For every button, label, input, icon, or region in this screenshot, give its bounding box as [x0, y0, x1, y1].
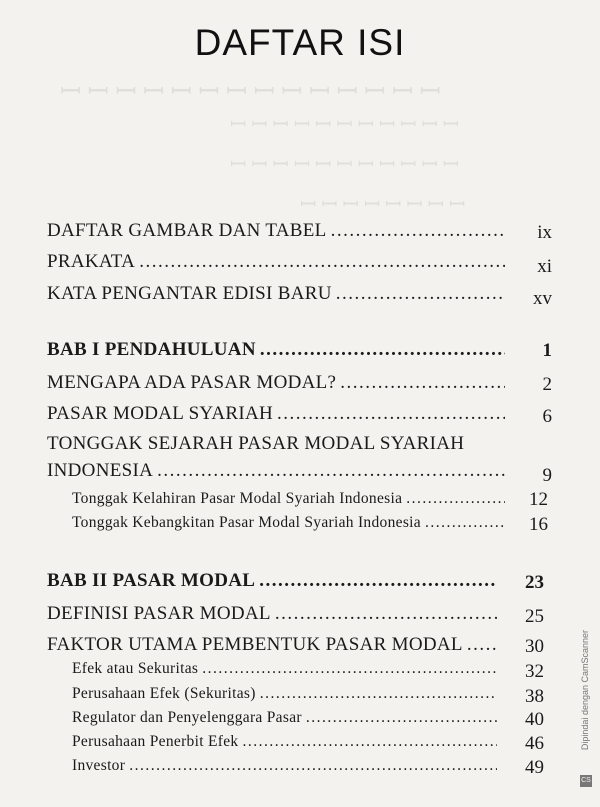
- toc-entry-label: Tonggak Kelahiran Pasar Modal Syariah Indonesia: [72, 490, 403, 507]
- leader-dots: [157, 460, 505, 482]
- leader-dots: [340, 372, 505, 394]
- toc-entry-label: BAB I PENDAHULUAN: [47, 339, 256, 360]
- camscanner-watermark: Dipindai dengan CamScanner: [580, 630, 590, 751]
- toc-entry-label: KATA PENGANTAR EDISI BARU: [47, 283, 332, 304]
- toc-page-number: 25: [525, 606, 544, 627]
- toc-entry-label: Perusahaan Penerbit Efek: [72, 733, 239, 750]
- toc-entry[interactable]: [47, 220, 505, 242]
- chapter-heading[interactable]: [47, 570, 497, 592]
- toc-entry[interactable]: [47, 403, 505, 425]
- toc-entry-label: Tonggak Kebangkitan Pasar Modal Syariah Indonesia: [72, 514, 421, 531]
- toc-page-number: 1: [542, 340, 552, 361]
- toc-entry[interactable]: [47, 634, 497, 656]
- toc-page-number: 9: [542, 465, 552, 486]
- toc-entry-label: PRAKATA: [47, 251, 136, 272]
- toc-entry[interactable]: [47, 283, 505, 305]
- leader-dots: [331, 220, 505, 242]
- toc-entry-label: Regulator dan Penyelenggara Pasar: [72, 709, 302, 726]
- leader-dots: [260, 685, 497, 703]
- toc-entry-label: PASAR MODAL SYARIAH: [47, 403, 274, 424]
- leader-dots: [275, 603, 497, 625]
- page-title: DAFTAR ISI: [194, 22, 406, 63]
- toc-entry-label: Efek atau Sekuritas: [72, 660, 199, 677]
- toc-entry-label: FAKTOR UTAMA PEMBENTUK PASAR MODAL: [47, 634, 463, 655]
- toc-subentry[interactable]: [72, 660, 497, 678]
- leader-dots: [306, 709, 497, 727]
- leader-dots: [406, 490, 505, 508]
- toc-page-number: 46: [525, 733, 544, 754]
- toc-subentry[interactable]: [72, 757, 497, 775]
- toc-subentry[interactable]: [72, 514, 505, 532]
- toc-page-number: 30: [525, 636, 544, 657]
- toc-page-number: 6: [542, 406, 552, 427]
- toc-page-number: xv: [533, 288, 552, 309]
- toc-entry-label: Perusahaan Efek (Sekuritas): [72, 685, 256, 702]
- toc-subentry[interactable]: [72, 490, 505, 508]
- toc-entry-label: DEFINISI PASAR MODAL: [47, 603, 271, 624]
- bleed-through-text: ꟷ ꟷ ꟷ ꟷ ꟷ ꟷ ꟷ ꟷ ꟷ ꟷ ꟷ: [230, 154, 460, 176]
- toc-entry-label: BAB II PASAR MODAL: [47, 570, 256, 591]
- toc-page-number: ix: [537, 222, 552, 243]
- toc-page-number: 16: [529, 514, 548, 535]
- leader-dots: [260, 339, 505, 361]
- toc-page-number: xi: [537, 256, 552, 277]
- toc-page-number: 23: [525, 572, 544, 593]
- toc-subentry[interactable]: [72, 685, 497, 703]
- bleed-through-text: ꟷ ꟷ ꟷ ꟷ ꟷ ꟷ ꟷ ꟷ ꟷ ꟷ ꟷ ꟷ ꟷ ꟷ: [60, 77, 441, 106]
- toc-page-number: 38: [525, 686, 544, 707]
- leader-dots: [139, 251, 505, 273]
- toc-entry-label: MENGAPA ADA PASAR MODAL?: [47, 372, 337, 393]
- toc-page-number: 12: [529, 489, 548, 510]
- toc-page-number: 32: [525, 661, 544, 682]
- toc-entry[interactable]: [47, 372, 505, 394]
- camscanner-logo-icon: CS: [580, 775, 592, 787]
- leader-dots: [277, 403, 505, 425]
- toc-page-number: 49: [525, 757, 544, 778]
- toc-entry[interactable]: [47, 603, 497, 625]
- toc-entry-label: INDONESIA: [47, 460, 154, 481]
- leader-dots: [425, 514, 505, 532]
- toc-subentry[interactable]: [72, 733, 497, 751]
- chapter-heading[interactable]: [47, 339, 505, 361]
- toc-page-number: 2: [542, 374, 552, 395]
- leader-dots: [129, 757, 497, 775]
- leader-dots: [202, 660, 497, 678]
- toc-page-number: 40: [525, 709, 544, 730]
- bleed-through-text: ꟷ ꟷ ꟷ ꟷ ꟷ ꟷ ꟷ ꟷ: [300, 194, 466, 216]
- leader-dots: [467, 634, 497, 656]
- toc-entry-label: DAFTAR GAMBAR DAN TABEL: [47, 220, 327, 241]
- toc-entry[interactable]: [47, 460, 505, 482]
- toc-entry[interactable]: [47, 251, 505, 273]
- leader-dots: [336, 283, 505, 305]
- toc-subentry[interactable]: [72, 709, 497, 727]
- leader-dots: [242, 733, 497, 751]
- toc-entry-label: Investor: [72, 757, 126, 774]
- leader-dots: [259, 570, 497, 592]
- bleed-through-text: ꟷ ꟷ ꟷ ꟷ ꟷ ꟷ ꟷ ꟷ ꟷ ꟷ ꟷ: [230, 114, 460, 136]
- toc-entry-label-line1[interactable]: TONGGAK SEJARAH PASAR MODAL SYARIAH: [47, 433, 465, 454]
